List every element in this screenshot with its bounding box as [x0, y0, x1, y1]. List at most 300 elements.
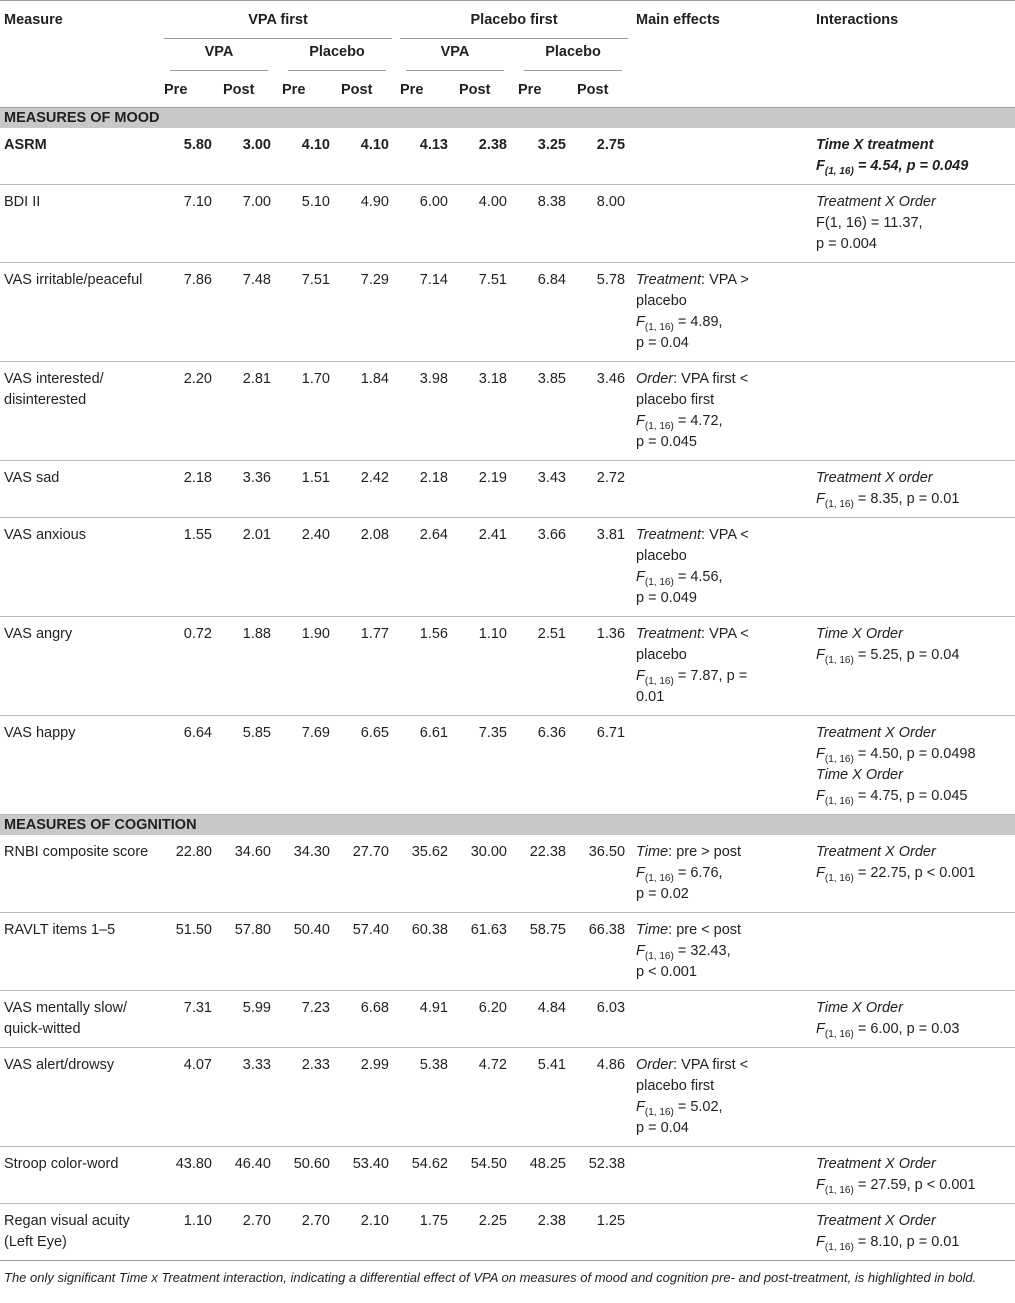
f-symbol: F	[816, 647, 825, 663]
effect-name: Time X Order	[816, 626, 903, 642]
stat-text: placebo first	[636, 1078, 715, 1094]
main-effects-cell	[632, 617, 812, 716]
value-cell: 1.90	[278, 617, 337, 716]
value-cell: 1.70	[278, 362, 337, 461]
f-value: = 22.75, p < 0.001	[853, 865, 976, 881]
degrees-of-freedom: (1, 16)	[824, 1184, 854, 1196]
stat-text: placebo	[636, 293, 687, 309]
value-cell: 52.38	[573, 1147, 632, 1204]
value-cell: 2.18	[396, 461, 455, 518]
value-cell: 1.56	[396, 617, 455, 716]
effect-name: Treatment X Order	[816, 1213, 936, 1229]
table-row	[0, 716, 1015, 815]
value-cell: 50.60	[278, 1147, 337, 1204]
f-symbol: F	[816, 865, 825, 881]
stat-line	[816, 1232, 1015, 1253]
value-cell: 7.35	[455, 716, 514, 815]
stat-line	[816, 645, 1015, 666]
value-cell: 4.91	[396, 991, 455, 1048]
stat-line	[816, 468, 1015, 489]
table-row	[0, 913, 1015, 991]
f-value: = 5.02,	[673, 1099, 723, 1115]
stat-line	[636, 291, 812, 312]
f-value: = 4.75, p = 0.045	[853, 788, 968, 804]
degrees-of-freedom: (1, 16)	[824, 795, 854, 807]
measure-name: ASRM	[0, 128, 160, 185]
f-value: = 8.10, p = 0.01	[853, 1234, 960, 1250]
value-cell: 5.38	[396, 1048, 455, 1147]
stat-line	[816, 723, 1015, 744]
degrees-of-freedom: (1, 16)	[824, 1028, 854, 1040]
stat-line	[636, 411, 812, 432]
value-cell: 2.01	[219, 518, 278, 617]
table-row	[0, 835, 1015, 913]
value-cell: 60.38	[396, 913, 455, 991]
stat-line	[816, 156, 1015, 177]
value-cell: 7.69	[278, 716, 337, 815]
f-value: = 32.43,	[673, 943, 731, 959]
stat-text: p = 0.045	[636, 434, 697, 450]
value-cell: 2.70	[219, 1204, 278, 1261]
value-cell: 2.40	[278, 518, 337, 617]
stat-line	[816, 489, 1015, 510]
value-cell: 2.19	[455, 461, 514, 518]
value-cell: 2.64	[396, 518, 455, 617]
value-cell: 6.03	[573, 991, 632, 1048]
header-vpa-sub-1: VPA	[160, 39, 278, 73]
stat-line	[636, 567, 812, 588]
degrees-of-freedom: (1, 16)	[644, 950, 674, 962]
f-symbol: F	[636, 314, 645, 330]
value-cell: 3.46	[573, 362, 632, 461]
value-cell: 2.10	[337, 1204, 396, 1261]
value-cell: 46.40	[219, 1147, 278, 1204]
value-cell: 2.33	[278, 1048, 337, 1147]
interactions-cell	[812, 991, 1015, 1048]
effect-name: Treatment X order	[816, 470, 933, 486]
effect-name: Order	[636, 371, 674, 387]
value-cell: 4.00	[455, 185, 514, 263]
value-cell: 36.50	[573, 835, 632, 913]
header-pre: Pre	[160, 73, 219, 108]
table-row	[0, 1147, 1015, 1204]
value-cell: 6.61	[396, 716, 455, 815]
degrees-of-freedom: (1, 16)	[644, 1106, 674, 1118]
value-cell: 22.80	[160, 835, 219, 913]
table-row	[0, 263, 1015, 362]
stat-line	[636, 884, 812, 905]
interactions-cell	[812, 835, 1015, 913]
value-cell: 2.18	[160, 461, 219, 518]
header-placebo-sub-1: Placebo	[278, 39, 396, 73]
table-row	[0, 991, 1015, 1048]
value-cell: 1.25	[573, 1204, 632, 1261]
stat-line	[816, 1175, 1015, 1196]
value-cell: 3.81	[573, 518, 632, 617]
effect-name: Treatment	[636, 272, 702, 288]
f-value: = 8.35, p = 0.01	[853, 491, 960, 507]
value-cell: 2.38	[455, 128, 514, 185]
section-header-cognition	[0, 815, 1015, 836]
header-measure: Measure	[4, 12, 63, 28]
effect-detail: : pre < post	[668, 922, 742, 938]
value-cell: 2.81	[219, 362, 278, 461]
table-row	[0, 1048, 1015, 1147]
stat-line	[636, 962, 812, 983]
stat-line	[636, 645, 812, 666]
stat-line	[636, 1118, 812, 1139]
f-value: = 6.00, p = 0.03	[853, 1021, 960, 1037]
degrees-of-freedom: (1, 16)	[824, 1241, 854, 1253]
stat-text: F(1, 16) = 11.37,	[816, 215, 923, 231]
stat-line	[636, 666, 812, 687]
measure-name: VAS mentally slow/ quick-witted	[0, 991, 160, 1048]
main-effects-cell	[632, 128, 812, 185]
effect-detail: : VPA >	[701, 272, 749, 288]
value-cell: 5.78	[573, 263, 632, 362]
effect-name: Time X Order	[816, 767, 903, 783]
stat-line	[816, 998, 1015, 1019]
stat-line	[636, 1076, 812, 1097]
value-cell: 34.60	[219, 835, 278, 913]
value-cell: 2.42	[337, 461, 396, 518]
f-symbol: F	[636, 668, 645, 684]
stat-line	[636, 546, 812, 567]
value-cell: 3.33	[219, 1048, 278, 1147]
value-cell: 1.51	[278, 461, 337, 518]
f-symbol: F	[816, 788, 825, 804]
stat-text: p = 0.04	[636, 335, 689, 351]
stat-line	[816, 624, 1015, 645]
interactions-cell	[812, 461, 1015, 518]
interactions-cell	[812, 362, 1015, 461]
stat-line	[636, 369, 812, 390]
value-cell: 66.38	[573, 913, 632, 991]
header-pre: Pre	[514, 73, 573, 108]
value-cell: 0.72	[160, 617, 219, 716]
f-value: = 4.50, p = 0.0498	[853, 746, 976, 762]
effect-detail: : VPA <	[701, 527, 749, 543]
stat-line	[636, 624, 812, 645]
stat-line	[816, 234, 1015, 255]
table-row	[0, 461, 1015, 518]
measure-name: BDI II	[0, 185, 160, 263]
stat-line	[816, 842, 1015, 863]
value-cell: 7.23	[278, 991, 337, 1048]
header-post: Post	[337, 73, 396, 108]
degrees-of-freedom: (1, 16)	[824, 654, 854, 666]
interactions-cell	[812, 1048, 1015, 1147]
degrees-of-freedom: (1, 16)	[824, 753, 854, 765]
stat-line	[636, 312, 812, 333]
f-value: = 4.89,	[673, 314, 723, 330]
effect-name: Treatment X Order	[816, 194, 936, 210]
main-effects-cell	[632, 913, 812, 991]
f-value: = 6.76,	[673, 865, 723, 881]
degrees-of-freedom: (1, 16)	[644, 675, 674, 687]
effect-detail: : VPA <	[701, 626, 749, 642]
header-pre: Pre	[396, 73, 455, 108]
interactions-cell	[812, 185, 1015, 263]
degrees-of-freedom: (1, 16)	[824, 498, 854, 510]
f-symbol: F	[636, 413, 645, 429]
value-cell: 5.85	[219, 716, 278, 815]
effect-detail: : VPA first <	[673, 371, 749, 387]
measure-name: VAS alert/drowsy	[0, 1048, 160, 1147]
value-cell: 54.62	[396, 1147, 455, 1204]
value-cell: 1.88	[219, 617, 278, 716]
value-cell: 4.13	[396, 128, 455, 185]
main-effects-cell	[632, 263, 812, 362]
header-interactions: Interactions	[816, 12, 899, 28]
effect-name: Treatment X Order	[816, 725, 936, 741]
degrees-of-freedom: (1, 16)	[824, 872, 854, 884]
value-cell: 4.10	[337, 128, 396, 185]
stat-text: p < 0.001	[636, 964, 697, 980]
value-cell: 30.00	[455, 835, 514, 913]
stat-line	[816, 213, 1015, 234]
interactions-cell	[812, 617, 1015, 716]
effect-name: Time	[636, 844, 669, 860]
stat-text: p = 0.049	[636, 590, 697, 606]
value-cell: 6.00	[396, 185, 455, 263]
value-cell: 53.40	[337, 1147, 396, 1204]
interactions-cell	[812, 913, 1015, 991]
f-value: = 5.25, p = 0.04	[853, 647, 960, 663]
effect-name: Treatment	[636, 626, 702, 642]
effect-name: Treatment X Order	[816, 844, 936, 860]
stat-line	[816, 135, 1015, 156]
f-symbol: F	[636, 943, 645, 959]
value-cell: 7.14	[396, 263, 455, 362]
header-placebo-first: Placebo first	[396, 1, 632, 40]
table-row	[0, 185, 1015, 263]
stat-line	[636, 941, 812, 962]
effect-name: Treatment	[636, 527, 702, 543]
value-cell: 58.75	[514, 913, 573, 991]
stat-line	[816, 1211, 1015, 1232]
header-vpa-sub-2: VPA	[396, 39, 514, 73]
measure-name: RAVLT items 1–5	[0, 913, 160, 991]
stat-line	[636, 432, 812, 453]
main-effects-cell	[632, 1048, 812, 1147]
value-cell: 1.36	[573, 617, 632, 716]
stat-line	[636, 1055, 812, 1076]
value-cell: 1.10	[160, 1204, 219, 1261]
stat-line	[636, 333, 812, 354]
stat-line	[636, 1097, 812, 1118]
value-cell: 2.41	[455, 518, 514, 617]
stat-text: placebo first	[636, 392, 715, 408]
value-cell: 6.84	[514, 263, 573, 362]
stat-text: placebo	[636, 548, 687, 564]
value-cell: 3.98	[396, 362, 455, 461]
value-cell: 22.38	[514, 835, 573, 913]
value-cell: 4.84	[514, 991, 573, 1048]
measure-name: Regan visual acuity (Left Eye)	[0, 1204, 160, 1261]
degrees-of-freedom: (1, 16)	[644, 321, 674, 333]
value-cell: 1.84	[337, 362, 396, 461]
stat-text: placebo	[636, 647, 687, 663]
value-cell: 2.25	[455, 1204, 514, 1261]
main-effects-cell	[632, 1204, 812, 1261]
value-cell: 57.80	[219, 913, 278, 991]
stat-line	[636, 588, 812, 609]
value-cell: 4.86	[573, 1048, 632, 1147]
measure-name: VAS sad	[0, 461, 160, 518]
stat-line	[816, 1019, 1015, 1040]
value-cell: 2.38	[514, 1204, 573, 1261]
degrees-of-freedom: (1, 16)	[644, 576, 674, 588]
value-cell: 7.29	[337, 263, 396, 362]
section-label: MEASURES OF COGNITION	[0, 815, 1015, 836]
value-cell: 5.10	[278, 185, 337, 263]
stat-text: p = 0.02	[636, 886, 689, 902]
degrees-of-freedom: (1, 16)	[644, 872, 674, 884]
value-cell: 7.10	[160, 185, 219, 263]
stat-line	[816, 863, 1015, 884]
stat-text: p = 0.004	[816, 236, 877, 252]
stat-line	[636, 687, 812, 708]
f-symbol: F	[816, 746, 825, 762]
table-row	[0, 518, 1015, 617]
main-effects-cell	[632, 835, 812, 913]
value-cell: 54.50	[455, 1147, 514, 1204]
effect-name: Time X Order	[816, 1000, 903, 1016]
stat-text: p = 0.04	[636, 1120, 689, 1136]
value-cell: 27.70	[337, 835, 396, 913]
f-symbol: F	[816, 158, 825, 174]
value-cell: 6.20	[455, 991, 514, 1048]
stat-line	[816, 1154, 1015, 1175]
header-post: Post	[219, 73, 278, 108]
table-header	[0, 1, 1015, 108]
degrees-of-freedom: (1, 16)	[644, 420, 674, 432]
stat-line	[816, 786, 1015, 807]
stat-line	[636, 390, 812, 411]
f-value: = 7.87, p =	[673, 668, 748, 684]
header-post: Post	[573, 73, 632, 108]
value-cell: 43.80	[160, 1147, 219, 1204]
value-cell: 7.51	[455, 263, 514, 362]
measure-name: VAS angry	[0, 617, 160, 716]
value-cell: 2.99	[337, 1048, 396, 1147]
value-cell: 34.30	[278, 835, 337, 913]
value-cell: 6.36	[514, 716, 573, 815]
measure-name: Stroop color-word	[0, 1147, 160, 1204]
value-cell: 6.71	[573, 716, 632, 815]
value-cell: 7.51	[278, 263, 337, 362]
effect-detail: : pre > post	[668, 844, 742, 860]
value-cell: 57.40	[337, 913, 396, 991]
table-row	[0, 1204, 1015, 1261]
main-effects-cell	[632, 518, 812, 617]
value-cell: 3.25	[514, 128, 573, 185]
value-cell: 5.99	[219, 991, 278, 1048]
header-pre: Pre	[278, 73, 337, 108]
main-effects-cell	[632, 461, 812, 518]
f-symbol: F	[816, 1177, 825, 1193]
stat-line	[636, 842, 812, 863]
f-value: = 27.59, p < 0.001	[853, 1177, 976, 1193]
effect-name: Time	[636, 922, 669, 938]
value-cell: 3.66	[514, 518, 573, 617]
value-cell: 51.50	[160, 913, 219, 991]
value-cell: 6.65	[337, 716, 396, 815]
header-vpa-first: VPA first	[160, 1, 396, 40]
value-cell: 8.00	[573, 185, 632, 263]
value-cell: 8.38	[514, 185, 573, 263]
value-cell: 50.40	[278, 913, 337, 991]
value-cell: 35.62	[396, 835, 455, 913]
value-cell: 1.10	[455, 617, 514, 716]
degrees-of-freedom: (1, 16)	[824, 165, 854, 177]
interactions-cell	[812, 518, 1015, 617]
stat-line	[816, 744, 1015, 765]
table-row	[0, 617, 1015, 716]
main-effects-cell	[632, 185, 812, 263]
table-body	[0, 108, 1015, 1261]
stat-line	[816, 765, 1015, 786]
value-cell: 3.00	[219, 128, 278, 185]
value-cell: 4.07	[160, 1048, 219, 1147]
value-cell: 3.36	[219, 461, 278, 518]
effect-detail: : VPA first <	[673, 1057, 749, 1073]
value-cell: 2.70	[278, 1204, 337, 1261]
measure-name: VAS anxious	[0, 518, 160, 617]
f-symbol: F	[636, 1099, 645, 1115]
value-cell: 1.55	[160, 518, 219, 617]
section-header-mood	[0, 108, 1015, 129]
measure-name: RNBI composite score	[0, 835, 160, 913]
interactions-cell	[812, 128, 1015, 185]
f-symbol: F	[816, 1021, 825, 1037]
value-cell: 4.72	[455, 1048, 514, 1147]
stat-line	[636, 525, 812, 546]
interactions-cell	[812, 263, 1015, 362]
value-cell: 4.10	[278, 128, 337, 185]
value-cell: 48.25	[514, 1147, 573, 1204]
main-effects-cell	[632, 716, 812, 815]
main-effects-cell	[632, 991, 812, 1048]
value-cell: 2.20	[160, 362, 219, 461]
effect-name: Order	[636, 1057, 674, 1073]
main-effects-cell	[632, 362, 812, 461]
value-cell: 2.75	[573, 128, 632, 185]
value-cell: 3.43	[514, 461, 573, 518]
measure-name: VAS interested/ disinterested	[0, 362, 160, 461]
value-cell: 4.90	[337, 185, 396, 263]
value-cell: 2.51	[514, 617, 573, 716]
table-footnote: The only significant Time x Treatment interaction, indicating a differential effect of VPA on measures of mood and cognition pre- and post-treatment, is highlighted in bold.	[4, 1270, 977, 1285]
measure-name: VAS happy	[0, 716, 160, 815]
value-cell: 6.64	[160, 716, 219, 815]
section-label: MEASURES OF MOOD	[0, 108, 1015, 129]
value-cell: 7.48	[219, 263, 278, 362]
value-cell: 3.85	[514, 362, 573, 461]
stat-line	[636, 270, 812, 291]
value-cell: 7.86	[160, 263, 219, 362]
value-cell: 5.41	[514, 1048, 573, 1147]
interactions-cell	[812, 1204, 1015, 1261]
f-symbol: F	[816, 491, 825, 507]
header-post: Post	[455, 73, 514, 108]
f-value: = 4.54, p = 0.049	[853, 158, 969, 174]
main-effects-cell	[632, 1147, 812, 1204]
f-symbol: F	[636, 569, 645, 585]
value-cell: 6.68	[337, 991, 396, 1048]
value-cell: 3.18	[455, 362, 514, 461]
